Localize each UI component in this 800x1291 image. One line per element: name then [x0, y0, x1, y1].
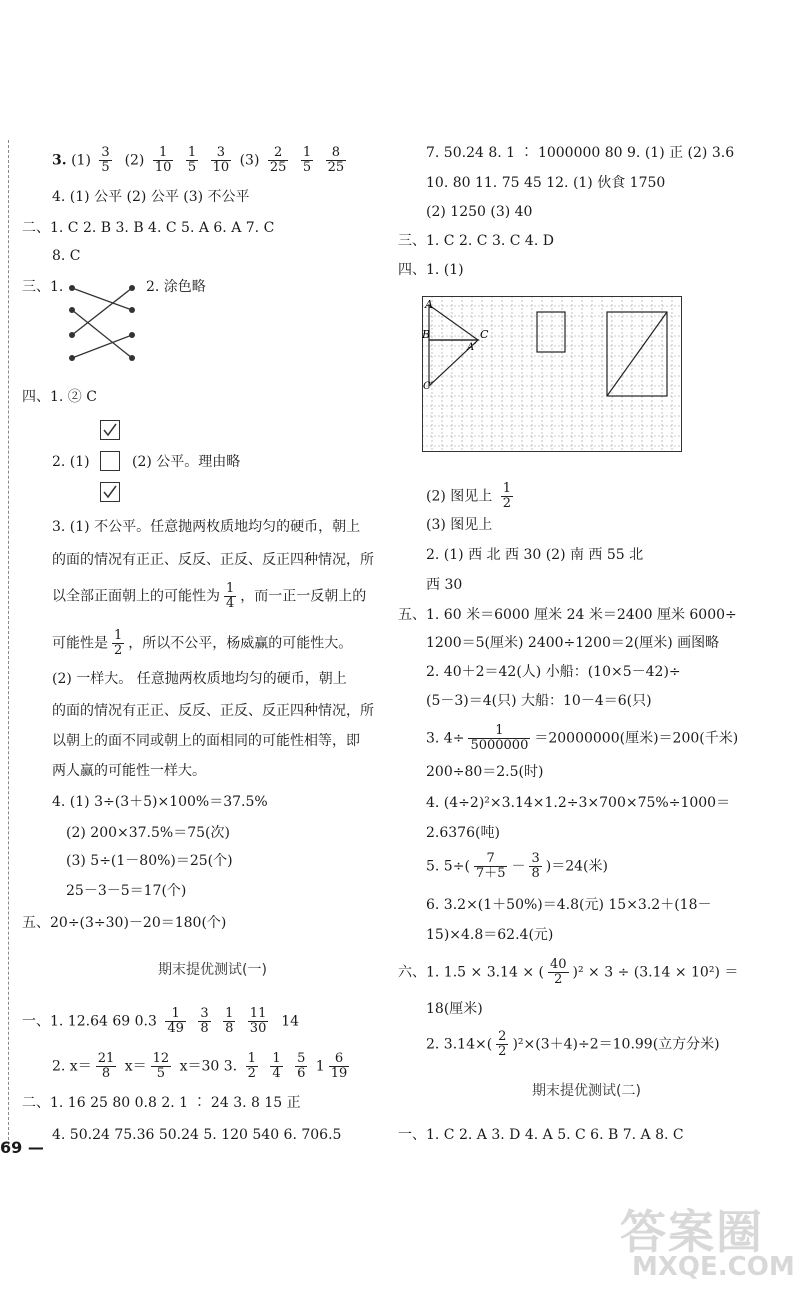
fraction: $\frac{3}{8}$	[531, 851, 540, 881]
fraction: $\frac{1}{5000000}$	[470, 723, 529, 753]
fraction: $\frac{3}{8}$	[200, 1006, 209, 1036]
answer-line: 六、1. 1.5 × 3.14 × ( $\frac{40}{2}$ )² × 3 ÷ (3.14 × 10²) ＝	[398, 957, 739, 987]
answer-line: 6. 3.2×(1＋50%)＝4.8(元) 15×3.2＋(18－	[426, 897, 712, 913]
answer-line: 3. (1) 不公平。任意抛两枚质地均匀的硬币，朝上	[52, 519, 361, 535]
answer-line: (2) 图见上 $\frac{1}{2}$	[426, 481, 512, 511]
answer-text: (2)	[124, 152, 145, 169]
answer-line: 西 30	[426, 577, 463, 593]
watermark-logo: 答案圈	[620, 1205, 764, 1259]
check-icon	[101, 483, 119, 501]
grid-label: A′	[467, 342, 477, 353]
answer-line: (2) 公平。理由略	[132, 454, 241, 470]
item-number: 3.	[52, 152, 67, 169]
answer-line: 的面的情况有正正、反反、正反、反正四种情况，所	[52, 703, 374, 719]
fraction: $\frac{1}{8}$	[225, 1006, 234, 1036]
answer-line: 200÷80＝2.5(时)	[426, 764, 544, 780]
answer-line: 二、1. 16 25 80 0.8 2. 1 ∶ 24 3. 8 15 正	[22, 1095, 301, 1111]
answer-line: 18(厘米)	[426, 1001, 483, 1017]
empty-box	[100, 451, 120, 471]
triangle-abc	[429, 305, 478, 340]
answer-line: (2) 一样大。 任意抛两枚质地均匀的硬币，朝上	[52, 671, 347, 687]
check-icon	[101, 421, 119, 439]
answer-line: 可能性是 $\frac{1}{2}$ ，所以不公平，杨威赢的可能性大。	[52, 628, 353, 658]
answer-line: (2) 1250 (3) 40	[426, 204, 533, 220]
answer-line: 4. (1) 公平 (2) 公平 (3) 不公平	[52, 189, 250, 205]
answer-line: 7. 50.24 8. 1 ∶ 1000000 80 9. (1) 正 (2) 3.6	[426, 145, 735, 161]
answer-line: 2. x＝ $\frac{21}{8}$ x＝ $\frac{12}{5}$ x＝30 3. $\frac{1}{2}$ $\frac{1}{4}$ $\frac{5}{6}$ 1 $\frac{6}{19}$	[52, 1051, 348, 1081]
answer-line: 一、1. 12.64 69 0.3 $\frac{1}{49}$ $\frac{3}{8}$ $\frac{1}{8}$ $\frac{11}{30}$ 14	[22, 1006, 300, 1036]
answer-line: 五、20÷(3÷30)－20＝180(个)	[22, 915, 227, 931]
answer-line: (3) 图见上	[426, 517, 493, 533]
fraction: $\frac{3}{10}$	[212, 145, 230, 175]
answer-line: (2) 200×37.5%＝75(次)	[66, 825, 230, 841]
answer-line: 1200＝5(厘米) 2400÷1200＝2(厘米) 画图略	[426, 635, 720, 651]
answer-line: 2. 3.14×( $\frac{2}{2}$ )²×(3＋4)÷2＝10.99(立方分米)	[426, 1029, 720, 1059]
page-number: 69 —	[0, 1138, 44, 1157]
fraction: $\frac{1}{49}$	[167, 1006, 184, 1036]
answer-line: 2.6376(吨)	[426, 825, 500, 841]
answer-line: 四、1. ② C	[22, 389, 97, 405]
section-title: 期末提优测试(二)	[532, 1083, 641, 1099]
answer-line: 2. (1) 西 北 西 30 (2) 南 西 55 北	[426, 547, 644, 563]
diagonal-line	[607, 312, 667, 396]
fraction: $\frac{1}{2}$	[114, 628, 123, 658]
watermark-url: MXQE.COM	[632, 1252, 795, 1282]
fraction: $\frac{1}{2}$	[502, 481, 512, 511]
answer-line: 4. 50.24 75.36 50.24 5. 120 540 6. 706.5	[52, 1127, 342, 1143]
answer-line: (3) 5÷(1－80%)＝25(个)	[66, 853, 233, 869]
answer-line: (5－3)＝4(只) 大船：10－4＝6(只)	[426, 693, 652, 709]
answer-line: 4. (4÷2)²×3.14×1.2÷3×700×75%÷1000＝	[426, 795, 731, 811]
answer-line: 3. 4÷ $\frac{1}{5000000}$ ＝20000000(厘米)＝200(千米)	[426, 723, 739, 753]
fraction: $\frac{7}{7+5}$	[475, 851, 506, 881]
answer-line: 15)×4.8＝62.4(元)	[426, 927, 554, 943]
answer-text: (3)	[239, 152, 260, 169]
answer-line	[52, 146, 350, 175]
answer-line: 一、1. C 2. A 3. D 4. A 5. C 6. B 7. A 8. C	[398, 1127, 684, 1143]
answer-text: (1)	[71, 152, 91, 169]
fraction: $\frac{12}{5}$	[152, 1051, 170, 1081]
answer-line: 5. 5÷( $\frac{7}{7+5}$ － $\frac{3}{8}$ )＝24(米)	[426, 851, 608, 881]
checked-box	[100, 482, 120, 502]
answer-line: 2. 40＋2＝42(人) 小船：(10×5－42)÷	[426, 664, 681, 680]
checked-box	[100, 420, 120, 440]
fraction: $\frac{1}{4}$	[226, 581, 235, 611]
answer-line: 4. (1) 3÷(3＋5)×100%＝37.5%	[52, 794, 268, 810]
answer-line: 2. (1)	[52, 454, 90, 470]
fraction: $\frac{1}{5}$	[187, 145, 197, 175]
fraction: $\frac{8}{25}$	[327, 145, 345, 175]
margin-dashed-line	[8, 140, 9, 1150]
grid-label: A	[425, 298, 433, 311]
fraction: $\frac{3}{5}$	[101, 145, 110, 175]
answer-line: 两人赢的可能性一样大。	[52, 763, 206, 779]
fraction: $\frac{1}{5}$	[302, 145, 312, 175]
answer-line: 五、1. 60 米＝6000 厘米 24 米＝2400 厘米 6000÷	[398, 607, 737, 623]
grid-figure	[422, 296, 682, 452]
answer-line: 8. C	[52, 248, 81, 264]
answer-line: 四、1. (1)	[398, 262, 464, 278]
answer-line: 25－3－5＝17(个)	[66, 883, 187, 899]
fraction: $\frac{1}{10}$	[154, 145, 172, 175]
section-title: 期末提优测试(一)	[158, 962, 267, 978]
grid-label: C′	[423, 381, 433, 392]
fraction: $\frac{6}{19}$	[330, 1051, 348, 1081]
fraction: $\frac{1}{2}$	[247, 1051, 256, 1081]
fraction: $\frac{5}{6}$	[297, 1051, 306, 1081]
fraction: $\frac{2}{25}$	[269, 145, 287, 175]
fraction: $\frac{11}{30}$	[249, 1006, 267, 1036]
answer-line: 三、1.	[22, 279, 64, 295]
fraction: $\frac{40}{2}$	[549, 957, 567, 987]
answer-line: 三、1. C 2. C 3. C 4. D	[398, 233, 554, 249]
answer-line: 10. 80 11. 75 45 12. (1) 伙食 1750	[426, 175, 666, 191]
answer-line: 以朝上的面不同或朝上的面相同的可能性相等，即	[52, 733, 360, 749]
answer-line: 的面的情况有正正、反反、正反、反正四种情况，所	[52, 552, 374, 568]
fraction: $\frac{1}{4}$	[272, 1051, 281, 1081]
fraction: $\frac{2}{2}$	[498, 1029, 507, 1059]
fraction: $\frac{21}{8}$	[97, 1051, 115, 1081]
answer-line: 2. 涂色略	[146, 279, 206, 295]
matching-lines-diagram	[62, 280, 142, 376]
grid-label: C	[480, 328, 489, 341]
grid-label: B	[422, 328, 431, 341]
answer-line: 二、1. C 2. B 3. B 4. C 5. A 6. A 7. C	[22, 220, 275, 236]
answer-line: 以全部正面朝上的可能性为 $\frac{1}{4}$ ，而一正一反朝上的	[52, 581, 367, 611]
